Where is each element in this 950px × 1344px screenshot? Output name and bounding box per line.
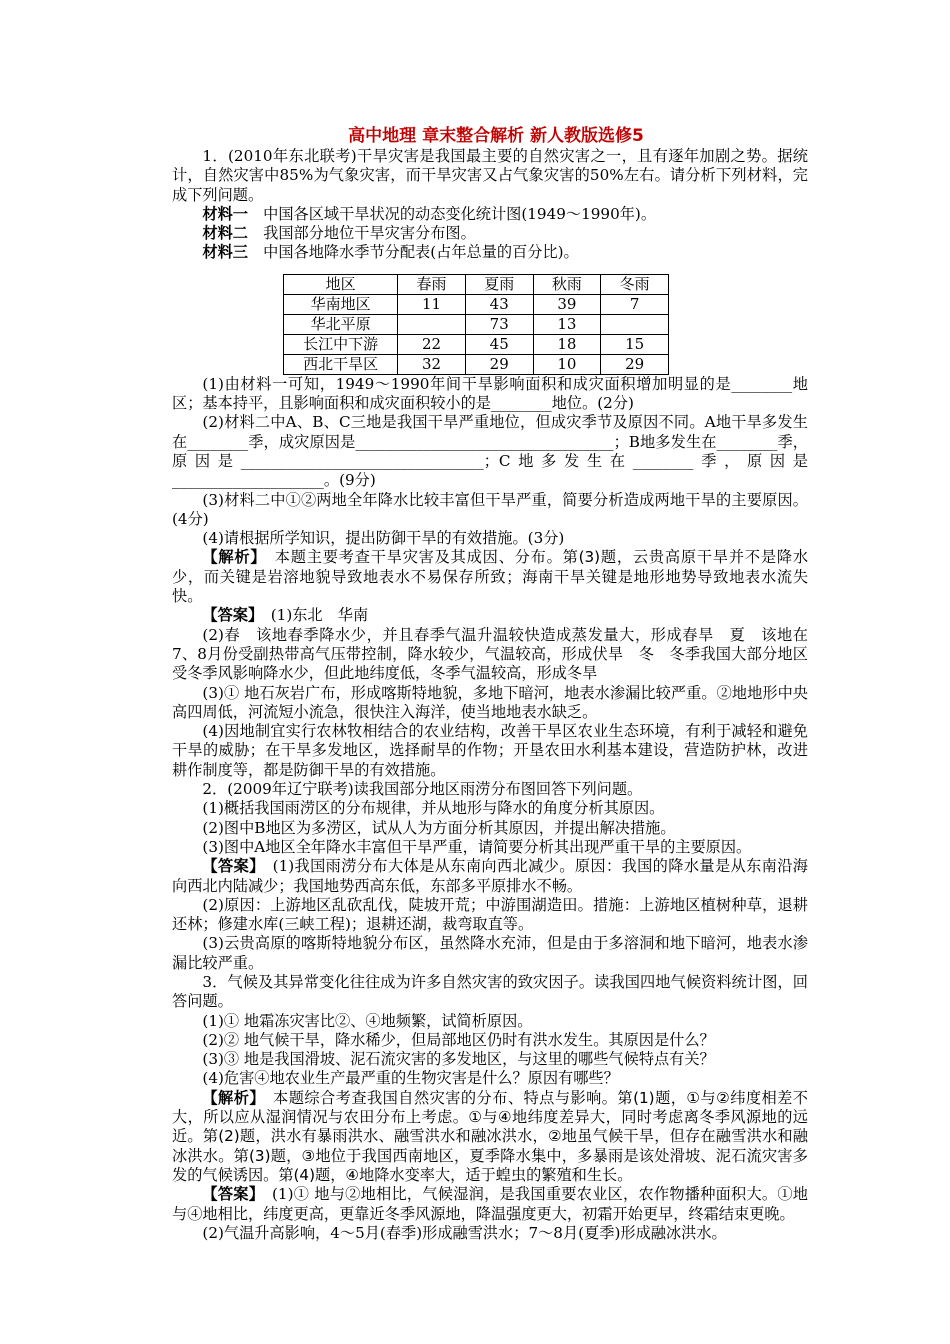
q3-sub-4: (4)危害④地农业生产最严重的生物灾害是什么？原因有哪些？	[202, 1069, 619, 1088]
q1-sub-3: (3)材料二中①②两地全年降水比较丰富但干旱严重，简要分析造成两地干旱的主要原因。(4分)	[172, 490, 808, 528]
table-cell: 15	[601, 334, 669, 354]
q1-answer-3: (3)① 地石灰岩广布，形成喀斯特地貌，多地下暗河，地表水渗漏比较严重。②地地形中央高四周低，河流短小流急，很快注入海洋，使当地地表水缺乏。	[172, 683, 808, 721]
table-cell: 32	[398, 354, 466, 374]
analysis-label: 【解析】	[202, 1088, 258, 1107]
document-page	[172, 125, 808, 1243]
q3-sub-3: (3)③ 地是我国滑坡、泥石流灾害的多发地区，与这里的哪些气候特点有关？	[202, 1050, 715, 1069]
analysis-label: 【解析】	[202, 548, 259, 567]
table-cell: 73	[465, 314, 533, 334]
q2-answer-2: (2)原因：上游地区乱砍乱伐，陡坡开荒；中游围湖造田。措施：上游地区植树种草，退耕还林；修建水库(三峡工程)；退耕还湖，裁弯取直等。	[172, 895, 808, 934]
q2-answer	[172, 857, 808, 896]
q3-sub-2: (2)② 地气候干旱，降水稀少，但局部地区仍时有洪水发生。其原因是什么？	[202, 1030, 715, 1049]
material-1-label: 材料一	[202, 204, 248, 223]
q3-sub-1: (1)① 地霜冻灾害比②、④地频繁，试简析原因。	[202, 1011, 533, 1030]
material-3	[172, 243, 808, 262]
header-cell: 夏雨	[465, 274, 533, 294]
table-cell: 29	[601, 354, 669, 374]
table-header-row	[284, 274, 669, 294]
table-cell: 45	[465, 334, 533, 354]
table-cell: 39	[533, 294, 601, 314]
material-3-text: 中国各地降水季节分配表(占年总量的百分比)。	[247, 243, 579, 262]
q1-sub-4: (4)请根据所学知识，提出防御干旱的有效措施。(3分)	[202, 529, 565, 548]
page-title: 高中地理 章末整合解析 新人教版选修5	[348, 126, 644, 146]
precipitation-table	[283, 274, 669, 375]
q1-analysis	[172, 548, 808, 606]
answer-label: 【答案】	[202, 857, 258, 876]
header-cell: 秋雨	[533, 274, 601, 294]
analysis-text: 本题综合考查我国自然灾害的分布、特点与影响。第(1)题，①与②纬度相差不大，所以应从湿润情况与农田分布上考虑。①与④地纬度差异大，同时考虑离冬季风源地的远近。第(2)题，洪水有暴雨洪水、融雪洪水和融冰洪水，②地虽气候干旱，但存在融雪洪水和融冰洪水。第(3)题，③地位于我国西南地区，夏季降水集中，多暴雨是该处滑坡、泥石流灾害多发的气候诱因。第(4)题，④地降水变率大，适于蝗虫的繁殖和生长。	[172, 1088, 808, 1184]
header-cell: 地区	[284, 274, 398, 294]
material-1-text: 中国各区域干旱状况的动态变化统计图(1949～1990年)。	[247, 204, 657, 223]
table-cell: 29	[465, 354, 533, 374]
table-cell: 西北干旱区	[284, 354, 398, 374]
question-2-stem: 2．(2009年辽宁联考)读我国部分地区雨涝分布图回答下列问题。	[202, 780, 643, 799]
q3-analysis	[172, 1089, 808, 1185]
header-cell: 冬雨	[601, 274, 669, 294]
table-cell	[398, 314, 466, 334]
q2-sub-2: (2)图中B地区为多涝区，试从人为方面分析其原因，并提出解决措施。	[202, 818, 676, 837]
answer-text: (1)我国雨涝分布大体是从东南向西北减少。原因：我国的降水量是从东南沿海向西北内陆减少；我国地势西高东低，东部多平原排水不畅。	[172, 857, 808, 895]
table-cell: 华北平原	[284, 314, 398, 334]
q2-sub-1: (1)概括我国雨涝区的分布规律，并从地形与降水的角度分析其原因。	[202, 799, 665, 818]
table-cell: 18	[533, 334, 601, 354]
q1-answer	[172, 606, 808, 625]
q1-sub-1: (1)由材料一可知，1949～1990年间干旱影响面积和成灾面积增加明显的是________地区；基本持平，且影响面积和成灾面积较小的是________地位。(2分)	[172, 374, 808, 413]
material-1	[172, 205, 808, 224]
table-cell: 43	[465, 294, 533, 314]
q3-answer	[172, 1185, 808, 1224]
table-cell: 华南地区	[284, 294, 398, 314]
table-row	[284, 334, 669, 354]
question-1-stem: 1．(2010年东北联考)干旱灾害是我国最主要的自然灾害之一，且有逐年加剧之势。据统计，自然灾害中85%为气象灾害，而干旱灾害又占气象灾害的50%左右。请分析下列材料，完成下列问题。	[172, 147, 808, 204]
question-3-stem: 3．气候及其异常变化往往成为许多自然灾害的致灾因子。读我国四地气候资料统计图，回答问题。	[172, 972, 808, 1011]
material-3-label: 材料三	[202, 243, 248, 262]
precipitation-table-wrapper	[283, 274, 808, 375]
q1-answer-2: (2)春 该地春季降水少，并且春季气温升温较快造成蒸发量大，形成春旱 夏 该地在7、8月份受副热带高气压带控制，降水较少，气温较高，形成伏旱 冬 冬季我国大部分地区受冬季风影响降水少，但此地纬度低，冬季气温较高，形成冬旱	[172, 625, 808, 683]
table-cell: 7	[601, 294, 669, 314]
analysis-text: 本题主要考查干旱灾害及其成因、分布。第(3)题，云贵高原干旱并不是降水少，而关键是岩溶地貌导致地表水不易保存所致；海南干旱关键是地形地势导致地表水流失快。	[172, 548, 809, 606]
table-cell: 13	[533, 314, 601, 334]
material-2	[172, 224, 808, 243]
material-2-label: 材料二	[202, 224, 248, 243]
table-cell: 长江中下游	[284, 334, 398, 354]
q2-answer-3: (3)云贵高原的喀斯特地貌分布区，虽然降水充沛，但是由于多溶洞和地下暗河，地表水渗漏比较严重。	[172, 934, 808, 972]
material-2-text: 我国部分地位干旱灾害分布图。	[247, 224, 476, 243]
q3-answer-2: (2)气温升高影响，4～5月(春季)形成融雪洪水；7～8月(夏季)形成融冰洪水。	[202, 1223, 727, 1242]
table-row	[284, 354, 669, 374]
table-cell	[601, 314, 669, 334]
table-row	[284, 294, 669, 314]
answer-text: (1)① 地与②地相比，气候湿润，是我国重要农业区，农作物播种面积大。①地与④地相比，纬度更高，更靠近冬季风源地，降温强度更大，初霜开始更早，终霜结束更晚。	[172, 1185, 808, 1223]
table-cell: 11	[398, 294, 466, 314]
table-cell: 22	[398, 334, 466, 354]
table-row	[284, 314, 669, 334]
answer-text: (1)东北 华南	[255, 606, 369, 625]
q2-sub-3: (3)图中A地区全年降水丰富但干旱严重，请简要分析其出现严重干旱的主要原因。	[202, 837, 752, 856]
q1-answer-4: (4)因地制宜实行农林牧相结合的农业结构，改善干旱区农业生态环境，有利于减轻和避免干旱的威胁；在干旱多发地区，选择耐旱的作物；开垦农田水利基本建设，营造防护林，改进耕作制度等，都是防御干旱的有效措施。	[172, 722, 808, 779]
answer-label: 【答案】	[202, 606, 256, 625]
q1-sub-2: (2)材料二中A、B、C三地是我国干旱严重地位，但成灾季节及原因不同。A地干旱多发生在________季，成灾原因是__________________________________；B地多发生在________季，原因是________________________________；C地多发生在________季，原因是____________________。(9分)	[172, 413, 808, 490]
header-cell: 春雨	[398, 274, 466, 294]
answer-label: 【答案】	[202, 1185, 257, 1204]
table-cell: 10	[533, 354, 601, 374]
